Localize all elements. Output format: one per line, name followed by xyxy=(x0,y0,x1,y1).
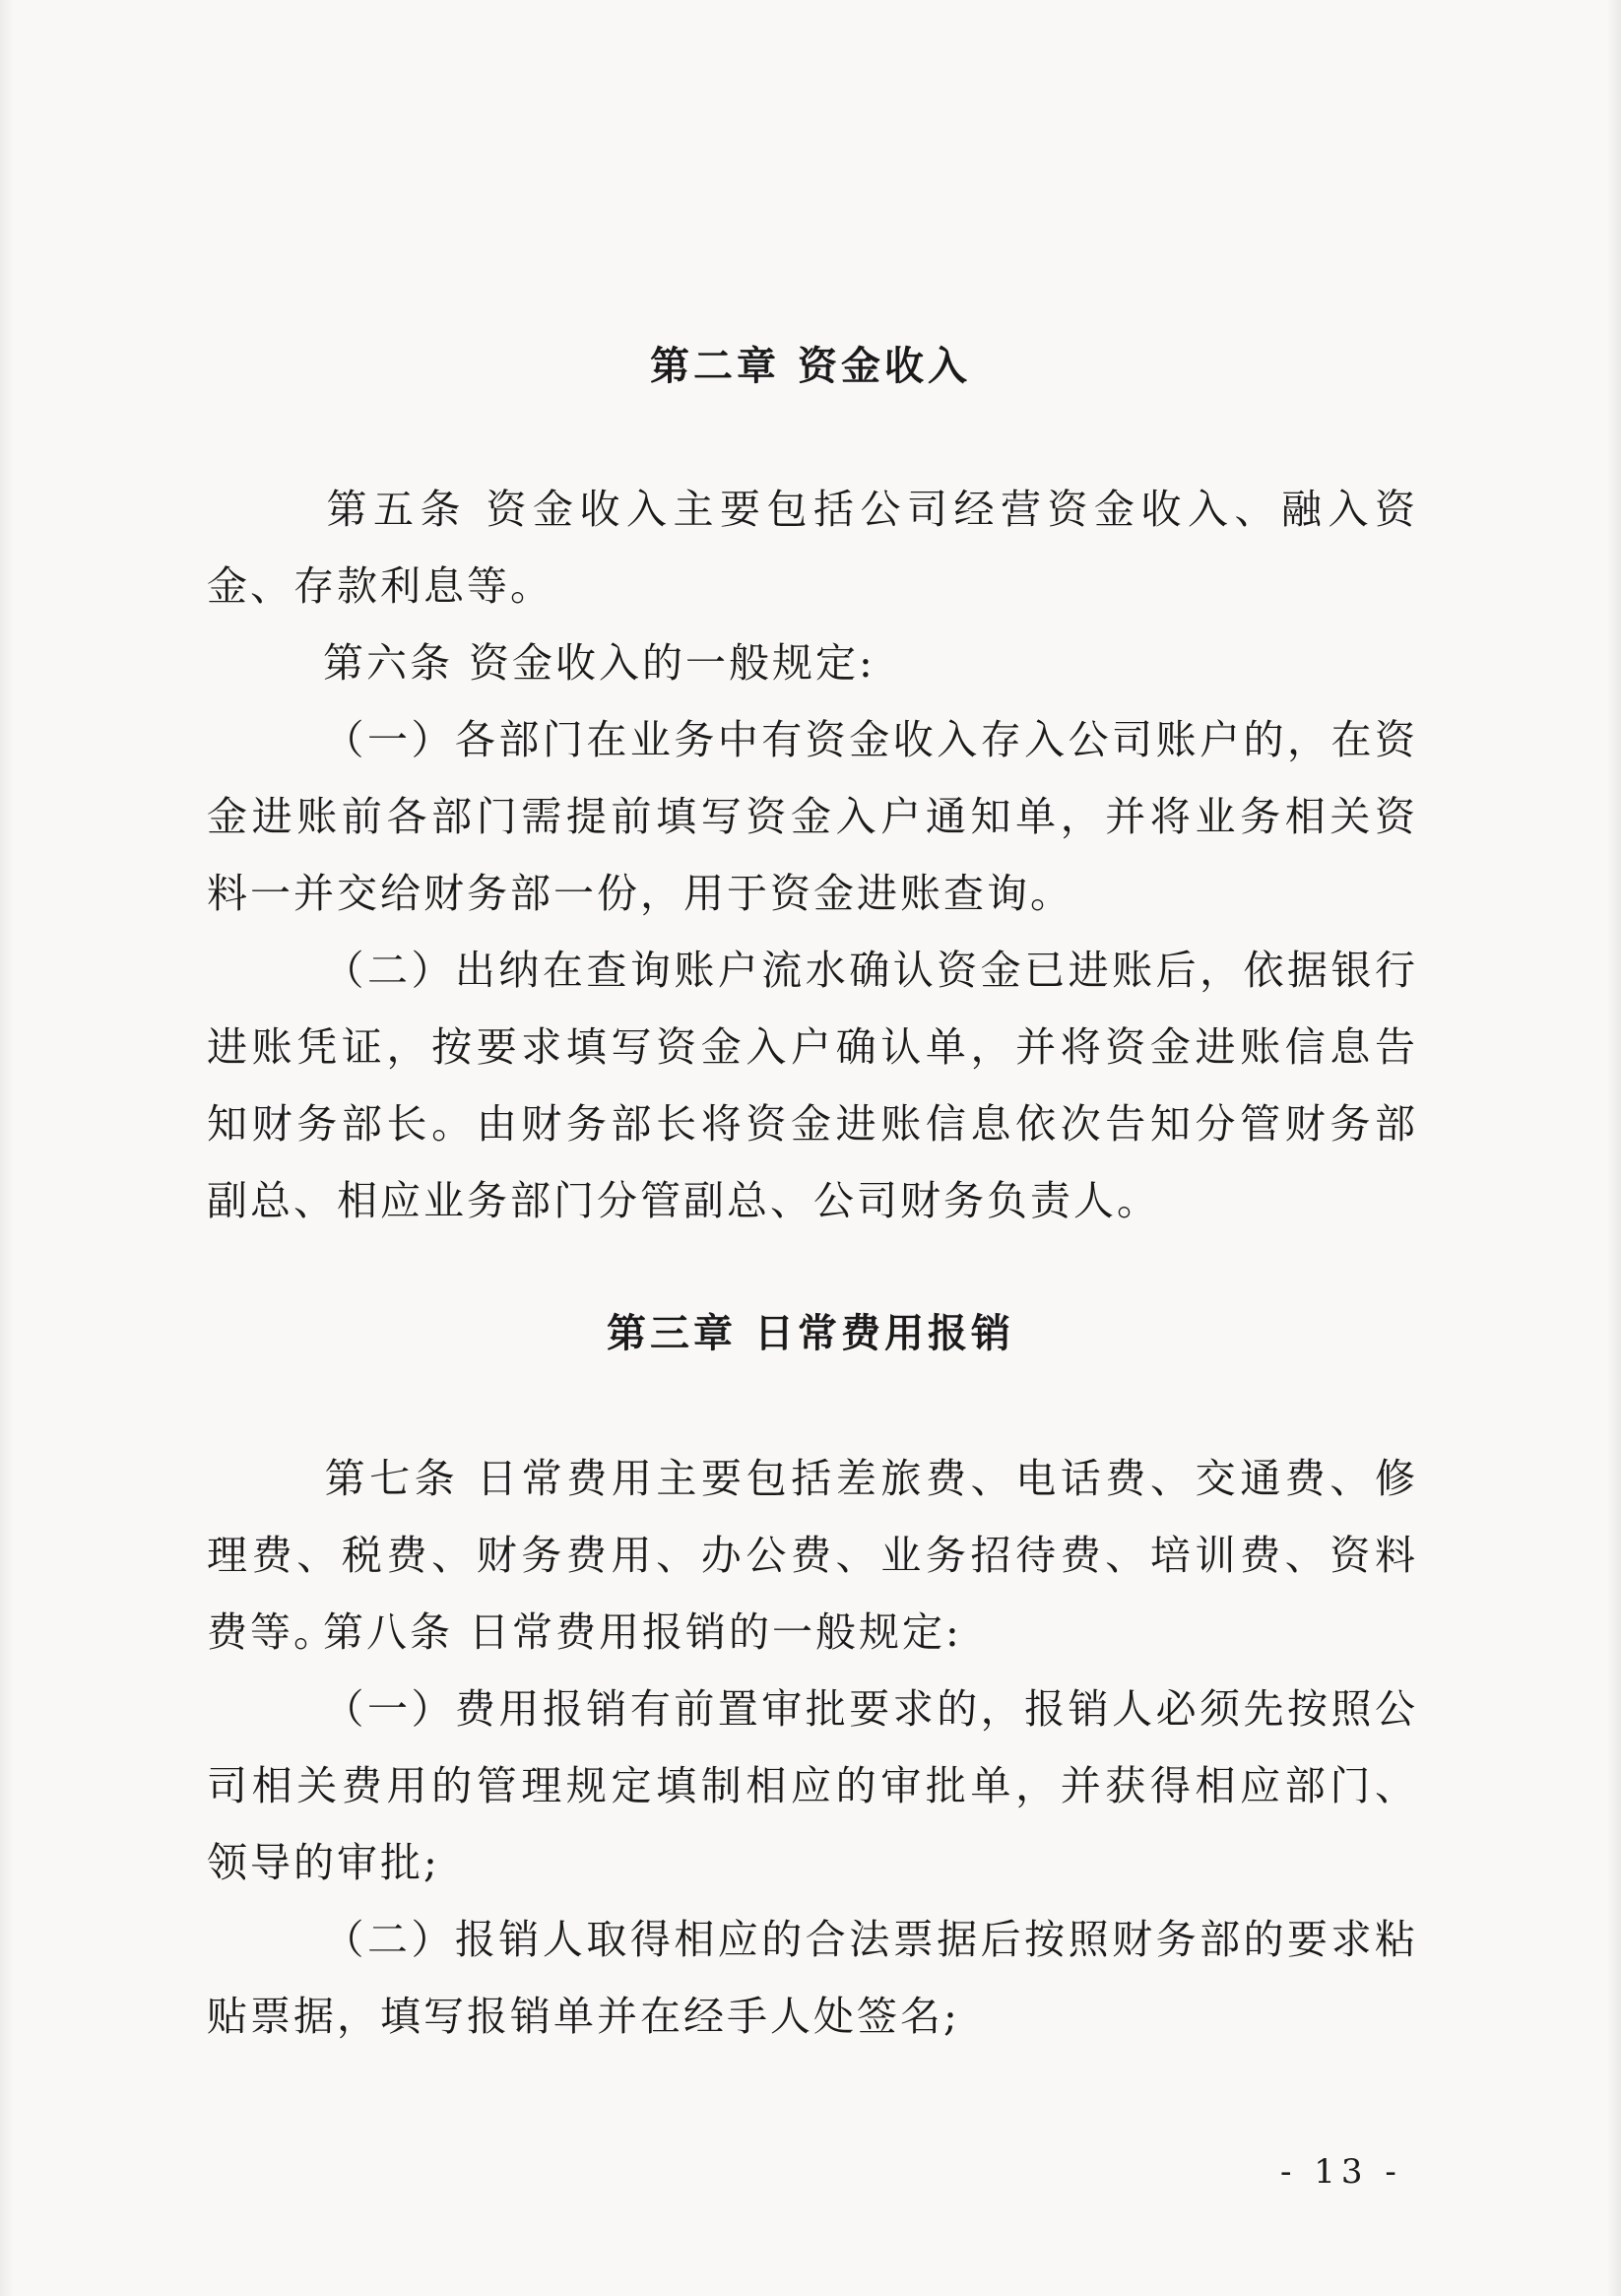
article-8-item-2-text: （二）报销人取得相应的合法票据后按照财务部的要求粘贴票据，填写报销单并在经手人处签名; xyxy=(207,1916,1418,2040)
chapter-2-title: 第二章 资金收入 xyxy=(650,343,971,389)
article-6-item-1-text: （一）各部门在业务中有资金收入存入公司账户的，在资金进账前各部门需提前填写资金入户通知单，并将业务相关资料一并交给财务部一份，用于资金进账查询。 xyxy=(207,716,1418,917)
article-6 xyxy=(207,624,1418,701)
article-5 xyxy=(207,471,1418,624)
article-6-item-2-text: （二）出纳在查询账户流水确认资金已进账后，依据银行进账凭证，按要求填写资金入户确认单，并将资金进账信息告知财务部长。由财务部长将资金进账信息依次告知分管财务部副总、相应业务部门分管副总、公司财务负责人。 xyxy=(207,947,1418,1224)
article-8-item-2 xyxy=(207,1901,1418,2055)
article-6-text: 第六条 资金收入的一般规定: xyxy=(323,639,875,687)
article-8 xyxy=(207,1594,1418,1671)
article-8-item-1 xyxy=(207,1671,1418,1901)
chapter-3-title: 第三章 日常费用报销 xyxy=(607,1310,1014,1356)
article-7-text: 第七条 日常费用主要包括差旅费、电话费、交通费、修理费、税费、财务费用、办公费、业务招待费、培训费、资料费等。 xyxy=(207,1455,1418,1656)
article-6-item-1 xyxy=(207,701,1418,932)
article-8-item-1-text: （一）费用报销有前置审批要求的，报销人必须先按照公司相关费用的管理规定填制相应的审批单，并获得相应部门、领导的审批; xyxy=(207,1685,1418,1886)
article-6-item-2 xyxy=(207,932,1418,1239)
article-5-text: 第五条 资金收入主要包括公司经营资金收入、融入资金、存款利息等。 xyxy=(207,486,1418,610)
article-8-text: 第八条 日常费用报销的一般规定: xyxy=(323,1608,962,1656)
page-number: - 13 - xyxy=(1280,2152,1402,2192)
